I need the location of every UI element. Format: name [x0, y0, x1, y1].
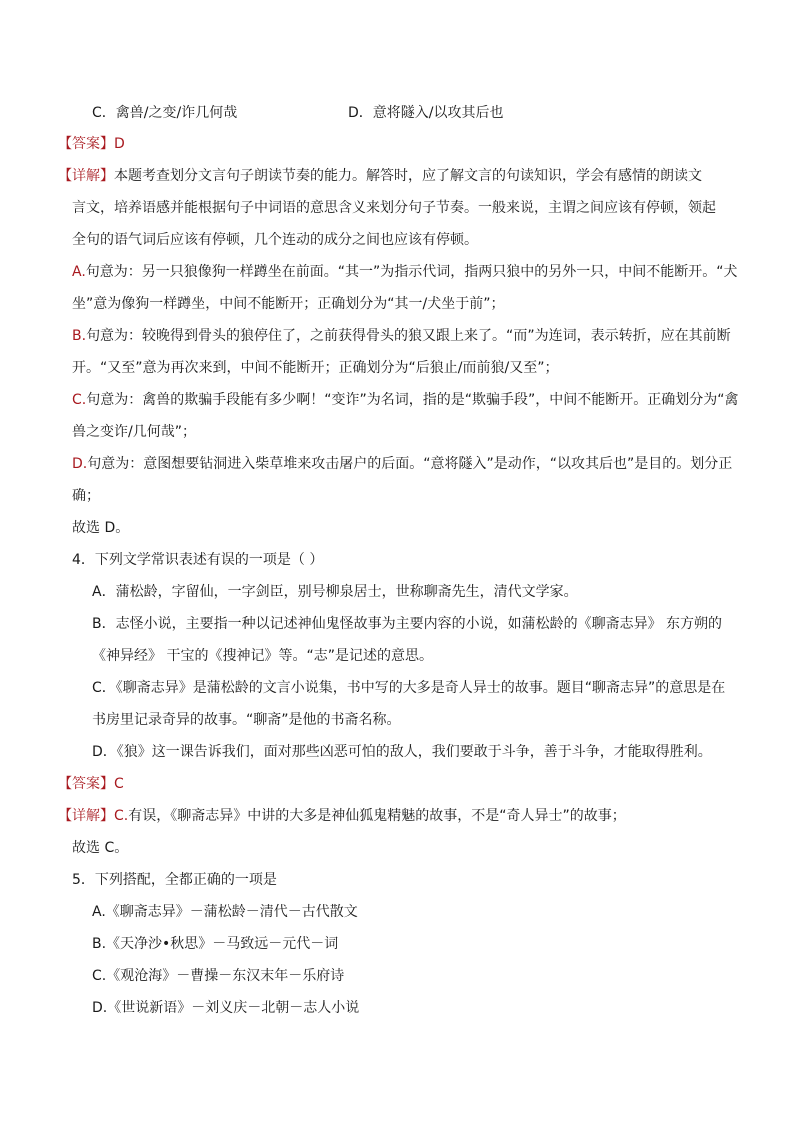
q4-answer	[58, 774, 124, 794]
q3-detail-line-2: 言文，培养语感并能根据句子中词语的意思含义来划分句子节奏。一般来说，主谓之间应该有停顿，领起	[72, 200, 716, 216]
analysis-text: 句意为：意图想要钻洞进入柴草堆来攻击屠户的后面。“意将隧入”是动作，“以攻其后也”是目的。划分正	[87, 456, 733, 472]
analysis-prefix: B.	[72, 328, 87, 344]
q4-detail	[58, 806, 626, 826]
detail-label: 【详解】	[58, 808, 114, 824]
q4-option-b-line-1: B．志怪小说，主要指一种以记述神仙鬼怪故事为主要内容的小说，如蒲松龄的《聊斋志异》 东方朔的	[92, 616, 723, 632]
q4-option-d: D．《狼》这一课告诉我们，面对那些凶恶可怕的敌人，我们要敢于斗争，善于斗争，才能取得胜利。	[92, 744, 712, 760]
analysis-prefix: A.	[72, 264, 86, 280]
q5-stem: 5．下列搭配，全都正确的一项是	[72, 872, 277, 888]
q4-conclusion: 故选 C。	[72, 840, 129, 856]
answer-value: C	[114, 776, 124, 792]
analysis-prefix: C.	[72, 392, 87, 408]
q5-option-d: D.《世说新语》－刘义庆－北朝－志人小说	[92, 1000, 360, 1016]
analysis-text: 句意为：较晚得到骨头的狼停住了，之前获得骨头的狼又跟上来了。“而”为连词，表示转折，应在其前断	[86, 328, 731, 344]
detail-label: 【详解】	[58, 168, 114, 184]
analysis-prefix: D.	[72, 456, 88, 472]
q4-stem: 4．下列文学常识表述有误的一项是（ ）	[72, 552, 324, 568]
q4-option-c-line-1: C．《聊斋志异》是蒲松龄的文言小说集，书中写的大多是奇人异士的故事。题目“聊斋志异”的意思是在	[92, 680, 726, 696]
q3-analysis-a-line-1	[72, 262, 738, 282]
q3-analysis-d-line-1	[72, 454, 732, 474]
q3-option-c: C．禽兽/之变/诈几何哉	[92, 105, 238, 121]
q3-analysis-c-line-2: 兽之变诈/几何哉”；	[72, 424, 196, 440]
detail-text: 本题考查划分文言句子朗读节奏的能力。解答时，应了解文言的句读知识，学会有感情的朗读文	[114, 168, 702, 184]
q5-option-c: C.《观沧海》－曹操－东汉末年－乐府诗	[92, 968, 345, 984]
answer-label: 【答案】	[58, 136, 114, 152]
analysis-text: 句意为：另一只狼像狗一样蹲坐在前面。“其一”为指示代词，指两只狼中的另外一只，中间不能断开。“犬	[85, 264, 738, 280]
q4-option-a: A．蒲松龄，字留仙，一字剑臣，别号柳泉居士，世称聊斋先生，清代文学家。	[92, 584, 578, 600]
q3-analysis-d-line-2: 确；	[72, 488, 100, 504]
q3-answer	[58, 134, 125, 154]
analysis-text: 句意为：禽兽的欺骗手段能有多少啊！“变诈”为名词，指的是“欺骗手段”，中间不能断开。正确划分为“禽	[86, 392, 739, 408]
q3-option-d: D．意将隧入/以攻其后也	[348, 105, 504, 121]
answer-value: D	[114, 136, 125, 152]
q3-detail-line-3: 全句的语气词后应该有停顿，几个连动的成分之间也应该有停顿。	[72, 232, 478, 248]
q4-option-c-line-2: 书房里记录奇异的故事。“聊斋”是他的书斋名称。	[92, 712, 401, 728]
q3-conclusion: 故选 D。	[72, 520, 130, 536]
detail-prefix: C.	[114, 808, 129, 824]
q3-analysis-c-line-1	[72, 390, 739, 410]
detail-text: 有误，《聊斋志异》中讲的大多是神仙狐鬼精魅的故事，不是“奇人异士”的故事；	[128, 808, 626, 824]
q4-option-b-line-2: 《神异经》 干宝的《搜神记》等。“志”是记述的意思。	[92, 648, 433, 664]
q5-option-a: A.《聊斋志异》－蒲松龄－清代－古代散文	[92, 904, 358, 920]
q3-detail-line-1	[58, 166, 702, 186]
q3-analysis-a-line-2: 坐”意为像狗一样蹲坐，中间不能断开；正确划分为“其一/犬坐于前”；	[72, 296, 505, 312]
q5-option-b: B.《天净沙•秋思》－马致远－元代－词	[92, 936, 339, 952]
answer-label: 【答案】	[58, 776, 114, 792]
q3-analysis-b-line-2: 开。“又至”意为再次来到，中间不能断开；正确划分为“后狼止/而前狼/又至”；	[72, 360, 559, 376]
q3-analysis-b-line-1	[72, 326, 731, 346]
